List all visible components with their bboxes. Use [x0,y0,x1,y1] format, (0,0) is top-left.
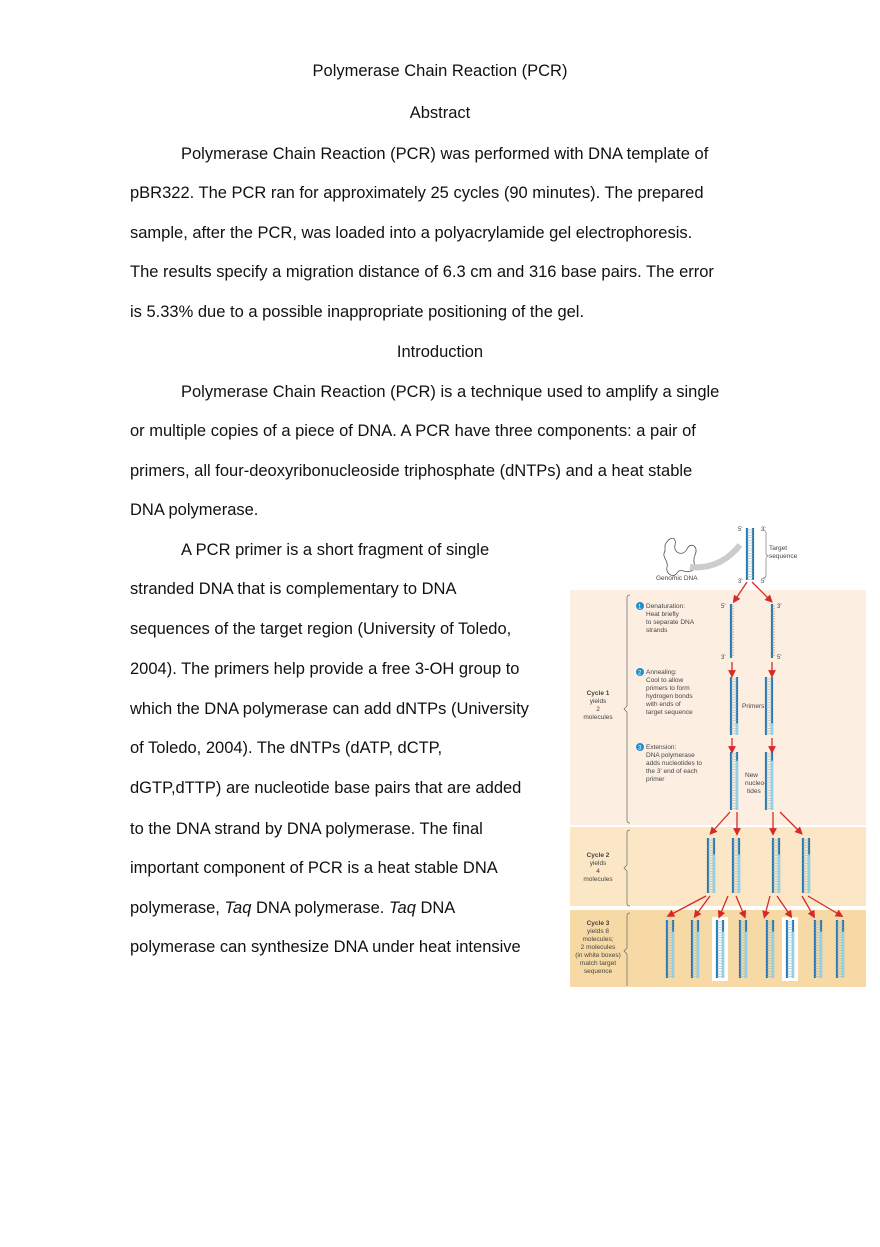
intro-line: sequences of the target region (University of Toledo, [130,620,512,638]
cycle1-text: yields [589,698,607,705]
dna-strand [782,917,798,981]
abstract-line: is 5.33% due to a possible inappropriate positioning of the gel. [130,303,585,321]
abstract-line: pBR322. The PCR ran for approximately 25 cycles (90 minutes). The prepared [130,184,704,202]
step2-text: Annealing: [646,669,677,676]
text: polymerase, [130,899,225,917]
step2-text: Cool to allow [646,677,684,684]
intro-line: Polymerase Chain Reaction (PCR) is a technique used to amplify a single [181,383,720,401]
five-prime-label: 5' [777,655,782,661]
cycle2-title: Cycle 2 [586,852,610,859]
step1-text: Denaturation: [646,603,686,610]
five-prime-label: 5' [761,579,766,585]
intro-line: dGTP,dTTP) are nucleotide base pairs that are added [130,779,522,797]
cycle1-text: molecules [583,714,613,721]
step2-text: target sequence [646,709,693,716]
step3-text: primer [646,776,665,783]
cycle3-text: yields 8 [586,928,610,935]
intro-line: to the DNA strand by DNA polymerase. The final [130,820,483,838]
cycle2-panel [570,827,866,906]
cycle2-text: yields [589,860,607,867]
step2-text: primers to form [646,685,690,692]
step3-text: adds nucleotides to [646,760,703,767]
intro-line: DNA polymerase. [130,501,259,519]
intro-line: 2004). The primers help provide a free 3-OH group to [130,660,520,678]
three-prime-label: 3' [738,579,743,585]
intro-line: polymerase can synthesize DNA under heat intensive [130,938,521,956]
three-prime-label: 3' [721,655,726,661]
step1-text: strands [646,627,668,634]
cycle3-text: 2 molecules [580,944,616,951]
intro-line: important component of PCR is a heat stable DNA [130,859,498,877]
cycle2-text: 4 [596,868,600,875]
pcr-cycle-figure [570,520,866,987]
abstract-line: The results specify a migration distance of 6.3 cm and 316 base pairs. The error [130,263,714,281]
introduction-heading: Introduction [396,343,484,361]
abstract-line: sample, after the PCR, was loaded into a polyacrylamide gel electrophoresis. [130,224,693,242]
target-label: sequence [769,553,798,560]
primers-label: Primers [742,703,765,710]
step1-text: Heat briefly [646,611,679,618]
dna-strand [747,528,753,580]
cycle3-text: (in white boxes) [575,952,621,959]
step2-text: with ends of [646,701,681,708]
taq-italic: Taq [388,899,416,917]
three-prime-label: 3' [777,604,782,610]
intro-line: of Toledo, 2004). The dNTPs (dATP, dCTP, [130,739,443,757]
new-nucleotides-label: nucleo- [745,780,767,787]
text: DNA polymerase. [251,899,389,917]
intro-line: or multiple copies of a piece of DNA. A PCR have three components: a pair of [130,422,696,440]
step2-text: hydrogen bonds [646,693,693,700]
abstract-heading: Abstract [409,104,471,122]
text: DNA [415,899,456,917]
new-nucleotides-label: New [745,772,759,779]
step3-number: 3 [638,745,642,752]
step1-text: to separate DNA [646,619,695,626]
five-prime-label: 5' [738,527,743,533]
step2-number: 2 [638,670,642,677]
cycle2-text: molecules [583,876,613,883]
intro-line: stranded DNA that is complementary to DNA [130,580,457,598]
intro-line: primers, all four-deoxyribonucleoside triphosphate (dNTPs) and a heat stable [130,462,693,480]
step3-text: Extension: [646,744,677,751]
step3-text: DNA polymerase [646,752,695,759]
intro-line [130,898,455,918]
intro-line: which the DNA polymerase can add dNTPs (University [130,700,529,718]
document-title: Polymerase Chain Reaction (PCR) [312,62,568,80]
cycle1-title: Cycle 1 [586,690,610,697]
step1-number: 1 [638,604,642,611]
intro-line: A PCR primer is a short fragment of single [181,541,490,559]
cycle3-title: Cycle 3 [586,920,610,927]
cycle1-text: 2 [596,706,600,713]
cycle3-text: sequence [583,968,613,975]
cycle3-text: match target [579,960,617,967]
cycle3-text: molecules; [582,936,614,943]
three-prime-label: 3' [761,527,766,533]
taq-italic: Taq [224,899,252,917]
step3-text: the 3' end of each [646,768,698,775]
dna-strand [712,917,728,981]
abstract-line: Polymerase Chain Reaction (PCR) was performed with DNA template of [181,145,709,163]
curved-arrow-icon [690,545,740,567]
genomic-dna-label: Genomic DNA [656,575,698,582]
target-label: Target [769,545,788,552]
cycle1-panel [570,590,866,825]
new-nucleotides-label: tides [747,788,761,795]
five-prime-label: 5' [721,604,726,610]
